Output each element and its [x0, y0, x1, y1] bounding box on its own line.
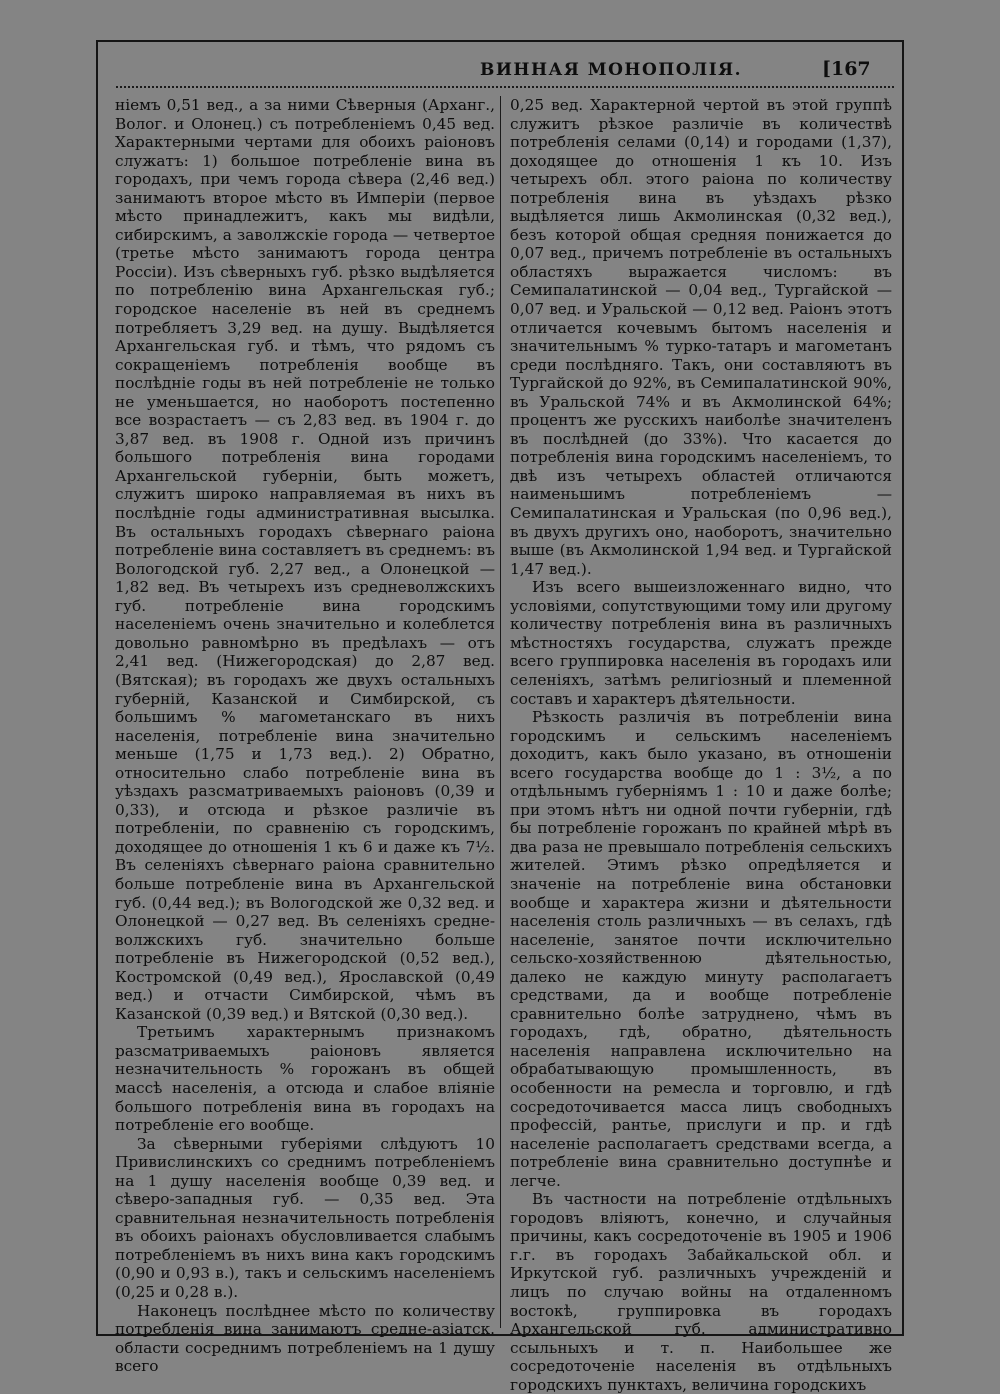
running-title: ВИННАЯ МОНОПОЛІЯ.	[480, 60, 743, 80]
left-paragraph-1: ніемъ 0,51 вед., а за ними Сѣверныя (Арханг., Волог. и Олонец.) съ потребленіемъ 0,45 вед. Характерными чертами для обоихъ раіоновъ служатъ: 1) большое потребленіе вина въ городахъ, при чемъ города сѣвера (2,46 вед.) занимаютъ второе мѣсто въ Имперіи (первое мѣсто принадлежитъ, какъ мы видѣли, сибирскимъ, а заволжскіе города — четвертое (третье мѣсто занимаютъ города центра Россіи). Изъ сѣверныхъ губ. рѣзко выдѣляется по потребленію вина Архангельская губ.; городское населеніе въ ней въ среднемъ потребляетъ 3,29 вед. на душу. Выдѣляется Архангельская губ. и тѣмъ, что рядомъ съ сокращеніемъ потребленія вообще въ послѣдніе годы въ ней потребленіе не только не уменьшается, но наоборотъ постепенно все возрастаетъ — съ 2,83 вед. въ 1904 г. до 3,87 вед. въ 1908 г. Одной изъ причинъ большого потребленія вина городами Архангельской губерніи, быть можетъ, служитъ широко направляемая въ нихъ въ послѣдніе годы административная высылка. Въ остальныхъ городахъ сѣвернаго раіона потребленіе вина составляетъ въ среднемъ: въ Вологодской губ. 2,27 вед., а Олонецкой — 1,82 вед. Въ четырехъ изъ средневолжскихъ губ. потребленіе вина городскимъ населеніемъ очень значительно и колеблется довольно равномѣрно въ предѣлахъ — отъ 2,41 вед. (Нижегородская) до 2,87 вед. (Вятская); въ городахъ же двухъ остальныхъ губерній, Казанской и Симбирской, съ большимъ % магометанскаго въ нихъ населенія, потребленіе вина значительно меньше (1,75 и 1,73 вед.). 2) Обратно, относительно слабо потребленіе вина въ уѣздахъ разсматриваемыхъ раіоновъ (0,39 и 0,33), и отсюда и рѣзкое различіе въ потребленіи, по сравненію съ городскимъ, доходящее до отношенія 1 къ 6 и даже къ 7½. Въ селеніяхъ сѣвернаго раіона сравнительно больше потребленіе вина въ Архангельской губ. (0,44 вед.); въ Вологодской же 0,32 вед. и Олонецкой — 0,27 вед. Въ селеніяхъ средне-волжскихъ губ. значительно больше потребленіе въ Нижегородской (0,52 вед.), Костромской (0,49 вед.), Ярославской (0,49 вед.) и отчасти Симбирской, чѣмъ въ Казанской (0,39 вед.) и Вятской (0,30 вед.).	[115, 96, 495, 1023]
left-column	[115, 96, 495, 1376]
right-paragraph-2: Изъ всего вышеизложеннаго видно, что условіями, сопутствующими тому или другому количеству потребленія вина въ различныхъ мѣстностяхъ государства, служатъ прежде всего группировка населенія въ городахъ или селеніяхъ, затѣмъ религіозный и племенной составъ и характеръ дѣятельности.	[510, 578, 892, 708]
page-number: [167	[822, 58, 871, 80]
right-paragraph-1: 0,25 вед. Характерной чертой въ этой группѣ служитъ рѣзкое различіе въ количествѣ потребленія селами (0,14) и городами (1,37), доходящее до отношенія 1 къ 10. Изъ четырехъ обл. этого раіона по количеству потребленія вина въ уѣздахъ рѣзко выдѣляется лишь Акмолинская (0,32 вед.), безъ которой общая средняя понижается до 0,07 вед., причемъ потребленіе въ остальныхъ областяхъ выражается числомъ: въ Семипалатинской — 0,04 вед., Тургайской — 0,07 вед. и Уральской — 0,12 вед. Раіонъ этотъ отличается кочевымъ бытомъ населенія и значительнымъ % турко-татаръ и магометанъ среди послѣдняго. Такъ, они составляютъ въ Тургайской до 92%, въ Семипалатинской 90%, въ Уральской 74% и въ Акмолинской 64%; процентъ же русскихъ наиболѣе значителенъ въ послѣдней (до 33%). Что касается до потребленія вина городскимъ населеніемъ, то двѣ изъ четырехъ областей отличаются наименьшимъ потребленіемъ — Семипалатинская и Уральская (по 0,96 вед.), въ двухъ другихъ оно, наоборотъ, значительно выше (въ Акмолинской 1,94 вед. и Тургайской 1,47 вед.).	[510, 96, 892, 578]
right-column	[510, 96, 892, 1394]
left-paragraph-3: За сѣверными губеріями слѣдуютъ 10 Привислинскихъ со среднимъ потребленіемъ на 1 душу населенія вообще 0,39 вед. и сѣверо-западныя губ. — 0,35 вед. Эта сравнительная незначительность потребленія въ обоихъ раіонахъ обусловливается слабымъ потребленіемъ въ нихъ вина какъ городскимъ (0,90 и 0,93 в.), такъ и сельскимъ населеніемъ (0,25 и 0,28 в.).	[115, 1134, 495, 1301]
page-header	[100, 58, 900, 88]
right-paragraph-3: Рѣзкость различія въ потребленіи вина городскимъ и сельскимъ населеніемъ доходитъ, какъ было указано, въ отношеніи всего государства вообще до 1 : 3½, а по отдѣльнымъ губерніямъ 1 : 10 и даже болѣе; при этомъ нѣтъ ни одной почти губерніи, гдѣ бы потребленіе горожанъ по крайней мѣрѣ въ два раза не превышало потребленія сельскихъ жителей. Этимъ рѣзко опредѣляется и значеніе на потребленіе вина обстановки вообще и характера жизни и дѣятельности населенія столь различныхъ — въ селахъ, гдѣ населеніе, занятое почти исключительно сельско-хозяйственною дѣятельностью, далеко не каждую минуту располагаетъ средствами, да и вообще потребленіе сравнительно болѣе затруднено, чѣмъ въ городахъ, гдѣ, обратно, дѣятельность населенія направлена исключительно на обрабатывающую промышленность, въ особенности на ремесла и торговлю, и гдѣ сосредоточивается масса лицъ свободныхъ профессій, рантье, прислуги и пр. и гдѣ населеніе располагаетъ средствами всегда, а потребленіе вина сравнительно доступнѣе и легче.	[510, 708, 892, 1190]
header-divider	[116, 86, 894, 88]
column-divider	[500, 96, 501, 1328]
right-paragraph-4: Въ частности на потребленіе отдѣльныхъ городовъ вліяютъ, конечно, и случайныя причины, какъ сосредоточеніе въ 1905 и 1906 г.г. въ городахъ Забайкальской обл. и Иркутской губ. различныхъ учрежденій и лицъ по случаю войны на отдаленномъ востокѣ, группировка въ городахъ Архангельской губ. административно ссыльныхъ и т. п. Наибольшее же сосредоточеніе населенія въ отдѣльныхъ городскихъ пунктахъ, величина городскихъ	[510, 1190, 892, 1394]
left-paragraph-4: Наконецъ послѣднее мѣсто по количеству потребленія вина занимаютъ средне-азіатск. области сосреднимъ потребленіемъ на 1 душу всего	[115, 1301, 495, 1376]
left-paragraph-2: Третьимъ характернымъ признакомъ разсматриваемыхъ раіоновъ является незначительность % горожанъ въ общей массѣ населенія, а отсюда и слабое вліяніе большого потребленія вина въ городахъ на потребленіе его вообще.	[115, 1023, 495, 1135]
